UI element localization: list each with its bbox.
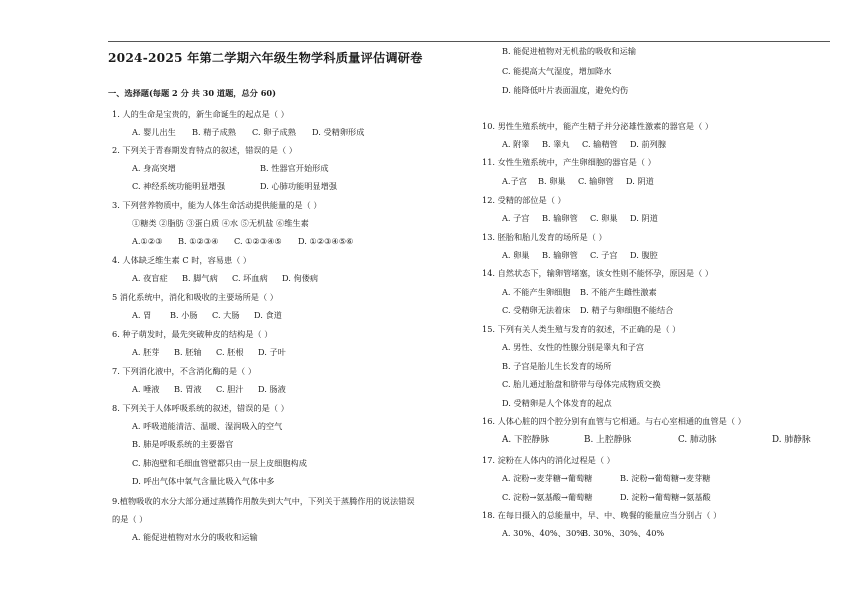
question-text: 8. 下列关于人体呼吸系统的叙述，错误的是（ ） (112, 403, 289, 413)
answer-option: B. 性器官开始形成 (260, 163, 329, 173)
question-text: 3. 下列营养物质中，能为人体生命活动提供能量的是（ ） (112, 200, 322, 210)
option-row (502, 473, 760, 484)
option-row (502, 46, 752, 57)
answer-option: A. 唾液 (132, 384, 160, 394)
question-text: 4. 人体缺乏维生素 C 时，容易患（ ） (112, 255, 252, 265)
answer-option: A.①②③ (132, 236, 163, 246)
answer-option: A. 身高突增 (132, 163, 176, 173)
question-text: 5 消化系统中，消化和吸收的主要场所是（ ） (112, 292, 278, 302)
option-row (502, 528, 702, 539)
option-row (132, 384, 300, 395)
question-text: 10. 男性生殖系统中，能产生精子并分泌雄性激素的器官是（ ） (482, 121, 714, 131)
option-row (132, 310, 296, 321)
question-text: 13. 胚胎和胎儿发育的场所是（ ） (482, 232, 607, 242)
page-title: 2024-2025 年第二学期六年级生物学科质量评估调研卷 (108, 51, 423, 65)
option-row (132, 476, 382, 487)
option-row (132, 439, 382, 450)
question-text: 17. 淀粉在人体内的消化过程是（ ） (482, 455, 615, 465)
option-row (132, 181, 380, 192)
answer-option: B. 精子成熟 (192, 127, 236, 137)
answer-option: B. 30%、30%、40% (582, 528, 665, 538)
answer-option: B. 子宫是胎儿生长发育的场所 (502, 361, 612, 371)
answer-option: C. ①②③④⑤ (234, 236, 282, 246)
answer-option: C. 胚根 (216, 347, 244, 357)
answer-option: B. 小肠 (170, 310, 198, 320)
answer-option: C. 淀粉→氨基酸→葡萄糖 (502, 492, 593, 502)
option-row (502, 379, 752, 390)
answer-option: B. 睾丸 (542, 139, 570, 149)
answer-option: D. 精子与卵细胞不能结合 (580, 305, 674, 315)
answer-option: A. 能促进植物对水分的吸收和运输 (132, 532, 258, 542)
answer-option: C. 受精卵无法着床 (502, 305, 571, 315)
answer-option: C. 输精管 (582, 139, 618, 149)
answer-option: D. 阴道 (630, 213, 658, 223)
question-text: 18. 在每日摄入的总能量中，早、中、晚餐的能量应当分别占（ ） (482, 510, 722, 520)
answer-option: A.子宫 (502, 176, 527, 186)
option-row (132, 458, 382, 469)
answer-option: C. 坏血病 (232, 273, 268, 283)
question-text: 的是（ ） (112, 514, 148, 524)
option-row (132, 273, 332, 284)
answer-option: D. 能降低叶片表面温度，避免灼伤 (502, 85, 629, 95)
answer-option: D. 佝偻病 (282, 273, 319, 283)
answer-option: B. ①②③④ (178, 236, 219, 246)
answer-option: A. 婴儿出生 (132, 127, 176, 137)
answer-option: D. 肠液 (258, 384, 286, 394)
answer-option: C. 神经系统功能明显增强 (132, 181, 226, 191)
answer-option: D. 心肺功能明显增强 (260, 181, 337, 191)
answer-option: ①糖类 ②脂肪 ③蛋白质 ④水 ⑤无机盐 ⑥维生素 (132, 218, 309, 228)
answer-option: A. 子宫 (502, 213, 530, 223)
answer-option: B. 上腔静脉 (584, 435, 632, 445)
answer-option: D. 前列腺 (630, 139, 667, 149)
answer-option: C. 能提高大气湿度，增加降水 (502, 66, 612, 76)
option-row (502, 85, 752, 96)
question-text: 6. 种子萌发时，最先突破种皮的结构是（ ） (112, 329, 273, 339)
answer-option: D. 食道 (254, 310, 282, 320)
answer-option: A. 胃 (132, 310, 152, 320)
answer-option: C. 大肠 (212, 310, 240, 320)
question-text: 7. 下列消化液中，不含消化酶的是（ ） (112, 366, 257, 376)
option-row (502, 305, 690, 316)
option-row (502, 139, 678, 150)
section-heading: 一、选择题(每题 2 分 共 30 道题，总分 60) (108, 88, 276, 98)
answer-option: B. 脚气病 (182, 273, 218, 283)
question-text: 14. 自然状态下，输卵管堵塞，该女性则不能怀孕，原因是（ ） (482, 268, 714, 278)
option-row (132, 532, 382, 543)
question-text: 1. 人的生命是宝贵的，新生命诞生的起点是（ ） (112, 109, 289, 119)
answer-option: C. 胆汁 (216, 384, 244, 394)
top-rule (108, 41, 830, 42)
answer-option: C. 卵子成熟 (252, 127, 296, 137)
option-row (502, 361, 752, 372)
answer-option: B. 胚轴 (174, 347, 202, 357)
answer-option: D. 阴道 (626, 176, 654, 186)
answer-option: B. 输卵管 (542, 250, 578, 260)
option-row (502, 287, 680, 298)
option-row (132, 236, 378, 247)
option-row (502, 342, 752, 353)
answer-option: D. 腹腔 (630, 250, 658, 260)
question-text: 12. 受精的部位是（ ） (482, 195, 566, 205)
answer-option: C. 肺泡壁和毛细血管壁都只由一层上皮细胞构成 (132, 458, 307, 468)
option-row (132, 218, 382, 229)
option-row (132, 127, 372, 138)
answer-option: A. 呼吸道能清洁、温暖、湿润吸入的空气 (132, 421, 283, 431)
answer-option: A. 胚芽 (132, 347, 160, 357)
option-row (502, 66, 752, 77)
answer-option: A. 附睾 (502, 139, 530, 149)
option-row (132, 163, 380, 174)
option-row (502, 213, 670, 224)
option-row (132, 347, 300, 358)
answer-option: A. 不能产生卵细胞 (502, 287, 571, 297)
answer-option: A. 夜盲症 (132, 273, 168, 283)
answer-option: C. 输卵管 (578, 176, 614, 186)
option-row (502, 435, 832, 446)
answer-option: B. 输卵管 (542, 213, 578, 223)
option-row (502, 398, 752, 409)
answer-option: A. 30%、40%、30% (502, 528, 585, 538)
question-text: 16. 人体心脏的四个腔分别有血管与它相通。与右心室相通的血管是（ ） (482, 416, 746, 426)
answer-option: D. 呼出气体中氧气含量比吸入气体中多 (132, 476, 275, 486)
answer-option: B. 肺是呼吸系统的主要器官 (132, 439, 234, 449)
answer-option: B. 卵巢 (538, 176, 566, 186)
answer-option: D. 肺静脉 (772, 435, 811, 445)
answer-option: D. 受精卵是人个体发育的起点 (502, 398, 612, 408)
answer-option: B. 能促进植物对无机盐的吸收和运输 (502, 46, 637, 56)
answer-option: D. 受精卵形成 (312, 127, 365, 137)
answer-option: B. 不能产生雌性激素 (580, 287, 657, 297)
question-text: 2. 下列关于青春期发育特点的叙述，错误的是（ ） (112, 145, 297, 155)
question-text: 11. 女性生殖系统中，产生卵细胞的器官是（ ） (482, 157, 656, 167)
answer-option: C. 卵巢 (590, 213, 618, 223)
question-text: 9.植物吸收的水分大部分通过蒸腾作用散失到大气中，下列关于蒸腾作用的说法错误 (112, 496, 415, 506)
answer-option: C. 胎儿通过胎盘和脐带与母体完成物质交换 (502, 379, 661, 389)
option-row (502, 176, 666, 187)
answer-option: A. 男性、女性的性腺分别是睾丸和子宫 (502, 342, 645, 352)
answer-option: D. 子叶 (258, 347, 286, 357)
option-row (502, 250, 670, 261)
answer-option: B. 淀粉→葡萄糖→麦芽糖 (620, 473, 711, 483)
answer-option: D. 淀粉→葡萄糖→氨基酸 (620, 492, 711, 502)
answer-option: A. 下腔静脉 (502, 435, 550, 445)
answer-option: A. 淀粉→麦芽糖→葡萄糖 (502, 473, 593, 483)
option-row (502, 492, 760, 503)
question-text: 15. 下列有关人类生殖与发育的叙述，不正确的是（ ） (482, 324, 681, 334)
option-row (132, 421, 382, 432)
answer-option: C. 肺动脉 (678, 435, 717, 445)
answer-option: D. ①②③④⑤⑥ (298, 236, 354, 246)
answer-option: C. 子宫 (590, 250, 618, 260)
answer-option: B. 胃液 (174, 384, 202, 394)
answer-option: A. 卵巢 (502, 250, 530, 260)
